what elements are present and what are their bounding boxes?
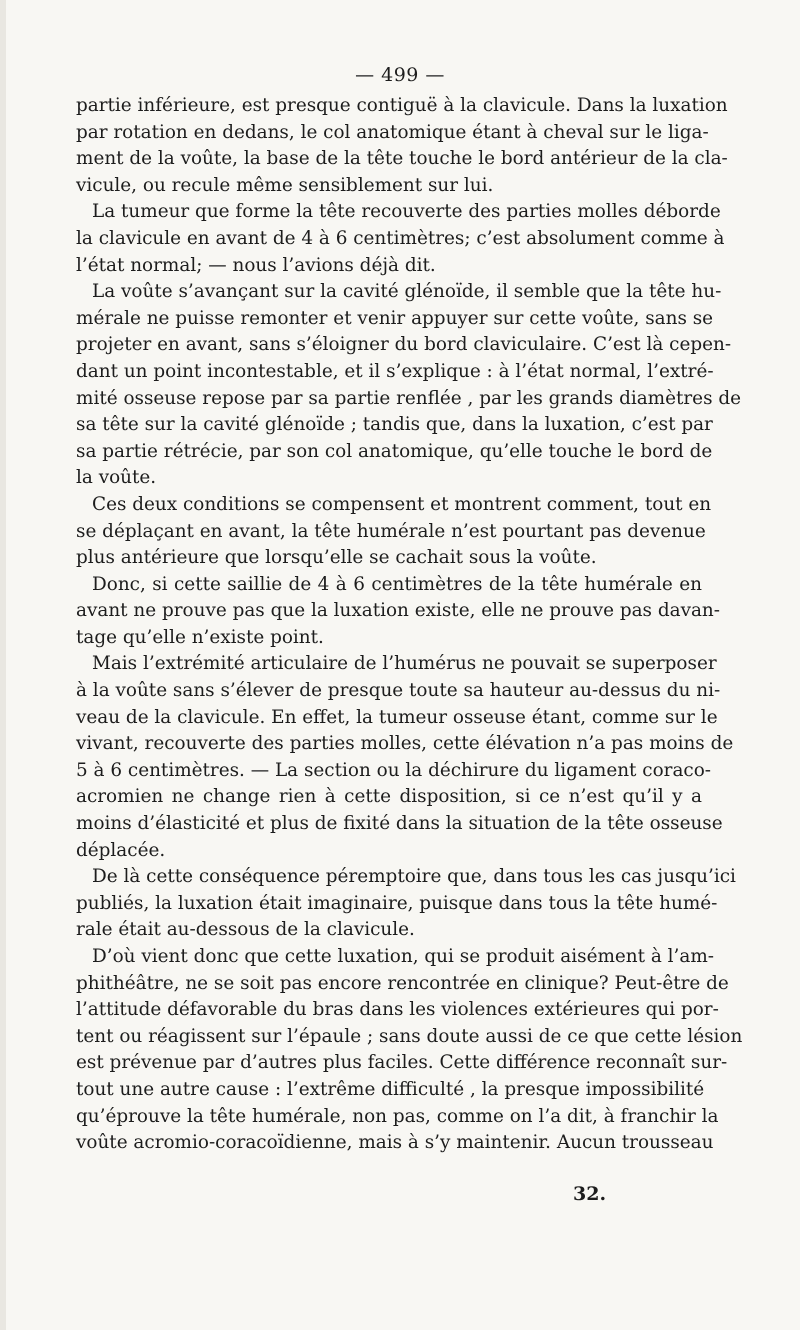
text-line: tout une autre cause : l’extrême difficulté , la presque impossibilité xyxy=(76,1078,705,1100)
page-edge xyxy=(0,0,6,1330)
text-line: rale était au-dessous de la clavicule. xyxy=(76,919,415,941)
text-line: plus antérieure que lorsqu’elle se cachait sous la voûte. xyxy=(76,547,597,569)
text-line: l’attitude défavorable du bras dans les violences extérieures qui por- xyxy=(76,999,719,1021)
text-line: tage qu’elle n’existe point. xyxy=(76,626,324,648)
text-line: 5 à 6 centimètres. — La section ou la déchirure du ligament coraco- xyxy=(76,759,712,781)
text-line: ment de la voûte, la base de la tête touche le bord antérieur de la cla- xyxy=(76,148,728,170)
text-line: qu’éprouve la tête humérale, non pas, comme on l’a dit, à franchir la xyxy=(76,1105,719,1127)
text-line: La voûte s’avançant sur la cavité glénoïde, il semble que la tête hu- xyxy=(92,281,722,303)
text-line: voûte acromio-coracoïdienne, mais à s’y maintenir. Aucun trousseau xyxy=(76,1132,714,1154)
text-line: vivant, recouverte des parties molles, cette élévation n’a pas moins de xyxy=(76,733,734,755)
text-line: la voûte. xyxy=(76,467,157,489)
text-line: veau de la clavicule. En effet, la tumeur osseuse étant, comme sur le xyxy=(76,706,718,728)
text-line: mité osseuse repose par sa partie renflée , par les grands diamètres de xyxy=(76,387,742,409)
text-line: dant un point incontestable, et il s’explique : à l’état normal, l’extré- xyxy=(76,360,714,382)
text-line: moins d’élasticité et plus de fixité dans la situation de la tête osseuse xyxy=(76,813,723,835)
text-line: D’où vient donc que cette luxation, qui se produit aisément à l’am- xyxy=(92,946,715,967)
signature-mark: 32. xyxy=(573,1183,607,1205)
text-line: acromien ne change rien à cette disposition, si ce n’est qu’il y a xyxy=(76,786,702,808)
text-line: Ces deux conditions se compensent et montrent comment, tout en xyxy=(92,493,712,515)
text-line: à la voûte sans s’élever de presque toute sa hauteur au-dessus du ni- xyxy=(76,680,721,702)
text-line: projeter en avant, sans s’éloigner du bord claviculaire. C’est là cepen- xyxy=(76,334,732,356)
text-line: La tumeur que forme la tête recouverte des parties molles déborde xyxy=(92,201,721,223)
text-line: est prévenue par d’autres plus faciles. Cette différence reconnaît sur- xyxy=(76,1052,728,1074)
text-line: De là cette conséquence péremptoire que, dans tous les cas jusqu’ici xyxy=(92,866,736,888)
text-line: vicule, ou recule même sensiblement sur lui. xyxy=(76,174,494,196)
text-line: partie inférieure, est presque contiguë à la clavicule. Dans la luxation xyxy=(76,95,728,116)
text-line: Donc, si cette saillie de 4 à 6 centimètres de la tête humérale en xyxy=(92,573,702,595)
text-line: sa tête sur la cavité glénoïde ; tandis que, dans la luxation, c’est par xyxy=(76,414,713,436)
text-line: sa partie rétrécie, par son col anatomique, qu’elle touche le bord de xyxy=(76,440,713,462)
text-line: avant ne prouve pas que la luxation existe, elle ne prouve pas davan- xyxy=(76,600,720,622)
text-line: Mais l’extrémité articulaire de l’humérus ne pouvait se superposer xyxy=(92,653,717,675)
text-line: par rotation en dedans, le col anatomique étant à cheval sur le liga- xyxy=(76,121,709,143)
text-line: tent ou réagissent sur l’épaule ; sans doute aussi de ce que cette lésion xyxy=(76,1025,743,1047)
text-line: publiés, la luxation était imaginaire, puisque dans tous la tête humé- xyxy=(76,892,718,914)
body-text xyxy=(76,93,743,1157)
text-line: l’état normal; — nous l’avions déjà dit. xyxy=(76,254,436,276)
text-line: phithéâtre, ne se soit pas encore rencontrée en clinique? Peut-être de xyxy=(76,972,729,994)
text-line: se déplaçant en avant, la tête humérale n’est pourtant pas devenue xyxy=(76,520,706,542)
text-line: la clavicule en avant de 4 à 6 centimètres; c’est absolument comme à xyxy=(76,227,725,249)
text-line: mérale ne puisse remonter et venir appuyer sur cette voûte, sans se xyxy=(76,307,714,329)
text-line: déplacée. xyxy=(76,839,166,861)
page-number: — 499 — xyxy=(355,64,445,86)
